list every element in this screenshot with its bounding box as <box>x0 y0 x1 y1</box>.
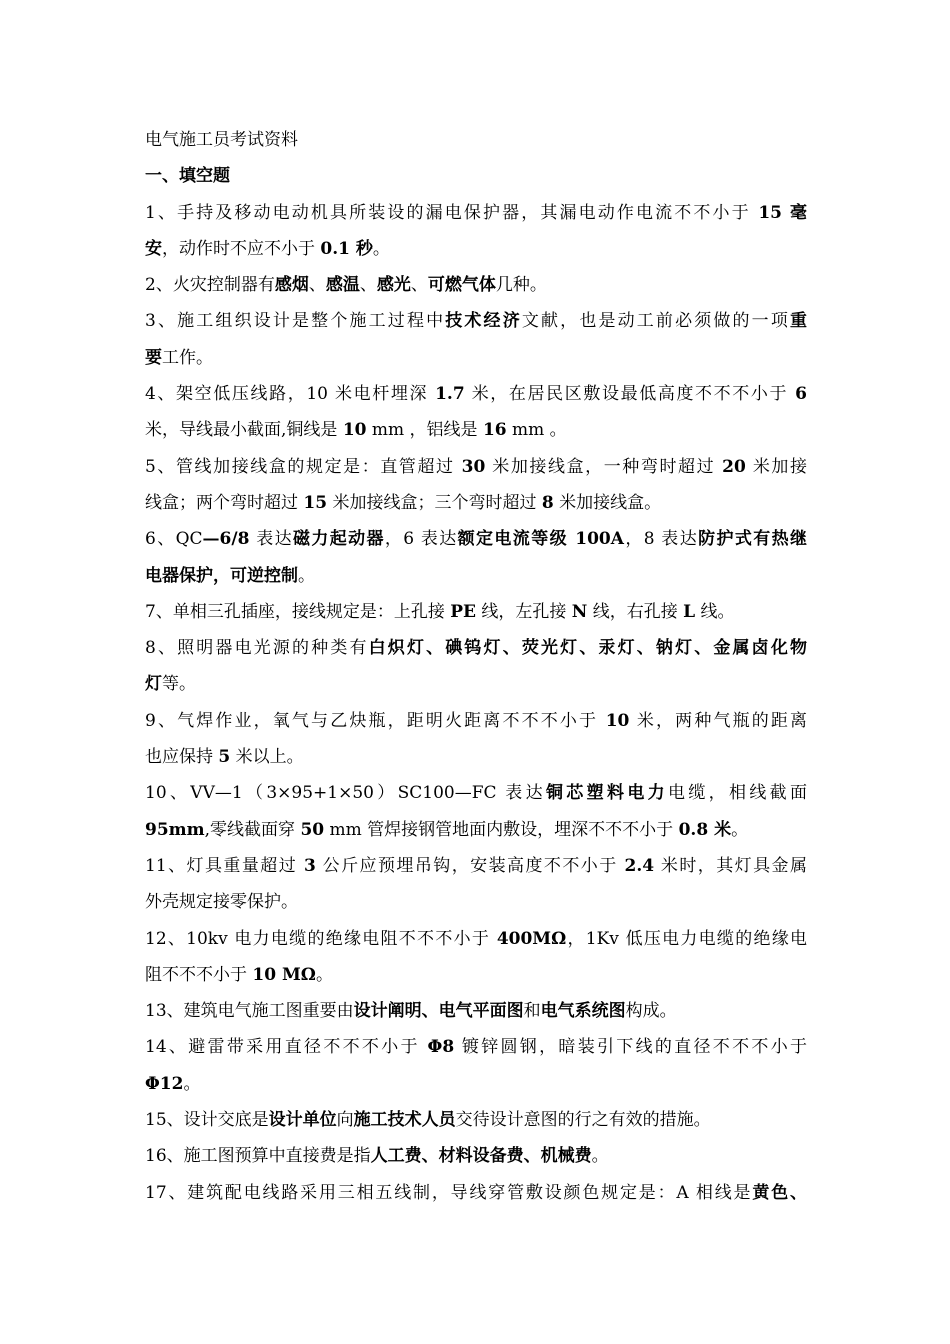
text-run: 、 <box>359 275 377 296</box>
text-line <box>145 1029 807 1065</box>
bold-answer: 要 <box>145 347 162 368</box>
text-line <box>145 1138 807 1174</box>
text-run: 线。 <box>695 601 735 622</box>
bold-answer: 30 <box>461 456 486 477</box>
text-run: 3、施工组织设计是整个施工过程中 <box>145 311 446 332</box>
text-run: 2、火灾控制器有 <box>145 275 275 296</box>
text-run: 镀锌圆钢，暗装引下线的直径不不不小于 <box>454 1037 807 1058</box>
bold-answer: 10 <box>605 710 630 731</box>
bold-answer: 15 <box>303 492 328 513</box>
bold-answer: 重 <box>790 311 807 332</box>
text-run: 和 <box>523 1001 541 1022</box>
text-run: ，动作时不应不小于 <box>162 238 321 259</box>
text-run: mm ，铝线是 <box>366 420 483 441</box>
text-run: ，8 表达 <box>623 529 699 550</box>
text-line <box>145 1066 807 1102</box>
text-line <box>145 884 807 920</box>
text-run: 15、设计交底是 <box>145 1110 269 1131</box>
text-run: ，6 表达 <box>384 529 458 550</box>
bold-answer: N <box>571 601 588 622</box>
bold-answer: 0.1 秒 <box>320 238 373 259</box>
text-run: 电缆，相线截面 <box>668 783 808 804</box>
text-run: 也应保持 <box>145 747 219 768</box>
bold-answer: 铜芯塑料电力 <box>545 783 668 804</box>
text-run: 几种。 <box>495 275 547 296</box>
bold-answer: L <box>683 601 696 622</box>
text-run: 线，右孔接 <box>587 601 684 622</box>
text-run: 米加接线盒；三个弯时超过 <box>327 492 542 513</box>
bold-answer: 设计阐明、电气平面图 <box>353 1001 524 1022</box>
bold-answer: 50 <box>300 819 325 840</box>
text-run: 10、VV—1（3×95+1×50）SC100—FC 表达 <box>145 783 546 804</box>
bold-answer: 1.7 <box>435 384 465 405</box>
text-run: 17、建筑配电线路采用三相五线制，导线穿管敷设颜色规定是：A 相线是 <box>145 1182 753 1203</box>
bold-answer: 0.8 米 <box>678 819 732 840</box>
text-run: 。 <box>298 565 315 586</box>
text-run: 。 <box>591 1146 609 1167</box>
text-line <box>145 739 807 775</box>
text-run: 米加接线盒，一种弯时超过 <box>485 456 723 477</box>
text-line <box>145 594 807 630</box>
text-line <box>145 630 807 666</box>
text-run: 16、施工图预算中直接费是指 <box>145 1146 371 1167</box>
text-line <box>145 848 807 884</box>
text-line <box>145 412 807 448</box>
text-run: 9、气焊作业，氧气与乙炔瓶，距明火距离不不不小于 <box>145 710 606 731</box>
text-run: 米，导线最小截面,铜线是 <box>145 420 343 441</box>
text-line <box>145 558 807 594</box>
bold-answer: 400MΩ <box>496 928 567 949</box>
text-run: 表达 <box>249 529 293 550</box>
text-run: 构成。 <box>625 1001 677 1022</box>
text-line <box>145 449 807 485</box>
text-run: mm 。 <box>506 420 567 441</box>
text-run: 12、10kv 电力电缆的绝缘电阻不不不小于 <box>145 928 497 949</box>
document-body <box>145 122 807 1211</box>
bold-answer: 6 <box>795 384 807 405</box>
text-run: 文献，也是动工前必须做的一项 <box>521 311 790 332</box>
bold-answer: 5 <box>218 747 231 768</box>
text-line <box>145 340 807 376</box>
text-run: 米以上。 <box>230 747 304 768</box>
text-run: 公斤应预埋吊钩，安装高度不不小于 <box>315 855 625 876</box>
text-run: ,零线截面穿 <box>204 819 301 840</box>
text-run: 1、手持及移动电动机具所装设的漏电保护器，其漏电动作电流不不小于 <box>145 202 759 223</box>
bold-answer: 16 <box>482 420 507 441</box>
text-run: 米，两种气瓶的距离 <box>629 710 808 731</box>
text-run: 向 <box>336 1110 354 1131</box>
text-run: 米加接 <box>745 456 807 477</box>
text-line <box>145 231 807 267</box>
text-run: 、 <box>308 275 326 296</box>
text-run: 米加接线盒。 <box>553 492 662 513</box>
text-run: 工作。 <box>162 347 213 368</box>
bold-answer: 3 <box>303 855 316 876</box>
bold-answer: 白炽灯、碘钨灯、荧光灯、汞灯、钠灯、金属卤化物 <box>368 638 807 659</box>
bold-answer: 15 毫 <box>758 202 808 223</box>
text-run: 阻不不不小于 <box>145 964 253 985</box>
text-run: 14、避雷带采用直径不不不小于 <box>145 1037 428 1058</box>
bold-answer: 感烟 <box>274 275 309 296</box>
bold-answer: 8 <box>541 492 554 513</box>
text-run: 外壳规定接零保护。 <box>145 892 298 913</box>
text-line <box>145 485 807 521</box>
text-line <box>145 195 807 231</box>
bold-answer: 可燃气体 <box>427 275 496 296</box>
bold-answer: 灯 <box>145 674 162 695</box>
text-line <box>145 376 807 412</box>
text-run: 。 <box>731 819 749 840</box>
bold-answer: Φ12 <box>145 1073 184 1094</box>
bold-answer: 2.4 <box>624 855 655 876</box>
bold-answer: 安 <box>145 238 162 259</box>
text-line <box>145 812 807 848</box>
bold-answer: —6/8 <box>202 529 250 550</box>
text-line <box>145 267 807 303</box>
section-heading: 一、填空题 <box>145 166 230 187</box>
text-run: 交待设计意图的行之有效的措施。 <box>455 1110 711 1131</box>
text-run: 。 <box>315 964 333 985</box>
text-run: mm 管焊接钢管地面内敷设，埋深不不不小于 <box>324 819 679 840</box>
question-list <box>145 195 807 1211</box>
document-title: 电气施工员考试资料 <box>145 130 298 150</box>
text-run: 13、建筑电气施工图重要由 <box>145 1001 354 1022</box>
text-line <box>145 521 807 557</box>
bold-answer: PE <box>450 601 476 622</box>
bold-answer: 黄色、 <box>752 1182 808 1203</box>
text-run: 5、管线加接线盒的规定是：直管超过 <box>145 456 462 477</box>
text-run: 等。 <box>162 674 196 695</box>
bold-answer: 技术经济 <box>445 311 522 332</box>
text-line <box>145 1175 807 1211</box>
text-line <box>145 703 807 739</box>
bold-answer: 设计单位 <box>268 1110 337 1131</box>
bold-answer: 95mm <box>145 819 205 840</box>
text-run: 11、灯具重量超过 <box>145 855 304 876</box>
text-run: 。 <box>183 1073 201 1094</box>
text-run: 7、单相三孔插座，接线规定是：上孔接 <box>145 601 451 622</box>
text-run: 米时，其灯具金属 <box>654 855 807 876</box>
text-line <box>145 993 807 1029</box>
bold-answer: 施工技术人员 <box>353 1110 456 1131</box>
text-run: 6、QC <box>145 529 203 550</box>
bold-answer: 额定电流等级 100A <box>457 529 624 550</box>
bold-answer: 感温 <box>325 275 360 296</box>
bold-answer: 磁力起动器 <box>292 529 385 550</box>
text-run: 米，在居民区敷设最低高度不不不小于 <box>464 384 796 405</box>
text-run: 8、照明器电光源的种类有 <box>145 638 369 659</box>
bold-answer: 防护式有热继 <box>698 529 807 550</box>
bold-answer: 感光 <box>376 275 411 296</box>
bold-answer: 电器保护，可逆控制 <box>145 565 298 586</box>
bold-answer: 10 <box>342 420 367 441</box>
text-run: 线，左孔接 <box>475 601 572 622</box>
bold-answer: 人工费、材料设备费、机械费 <box>370 1146 592 1167</box>
text-run: 、 <box>410 275 428 296</box>
text-run: 。 <box>372 238 390 259</box>
text-line <box>145 775 807 811</box>
text-run: 线盒；两个弯时超过 <box>145 492 304 513</box>
bold-answer: 20 <box>722 456 746 477</box>
text-run: 4、架空低压线路，10 米电杆埋深 <box>145 384 436 405</box>
text-line <box>145 957 807 993</box>
text-line <box>145 303 807 339</box>
bold-answer: 电气系统图 <box>540 1001 626 1022</box>
text-line <box>145 921 807 957</box>
bold-answer: 10 MΩ <box>252 964 316 985</box>
text-run: ，1Kv 低压电力电缆的绝缘电 <box>566 928 807 949</box>
text-line <box>145 1102 807 1138</box>
bold-answer: Φ8 <box>427 1037 455 1058</box>
text-line <box>145 666 807 702</box>
